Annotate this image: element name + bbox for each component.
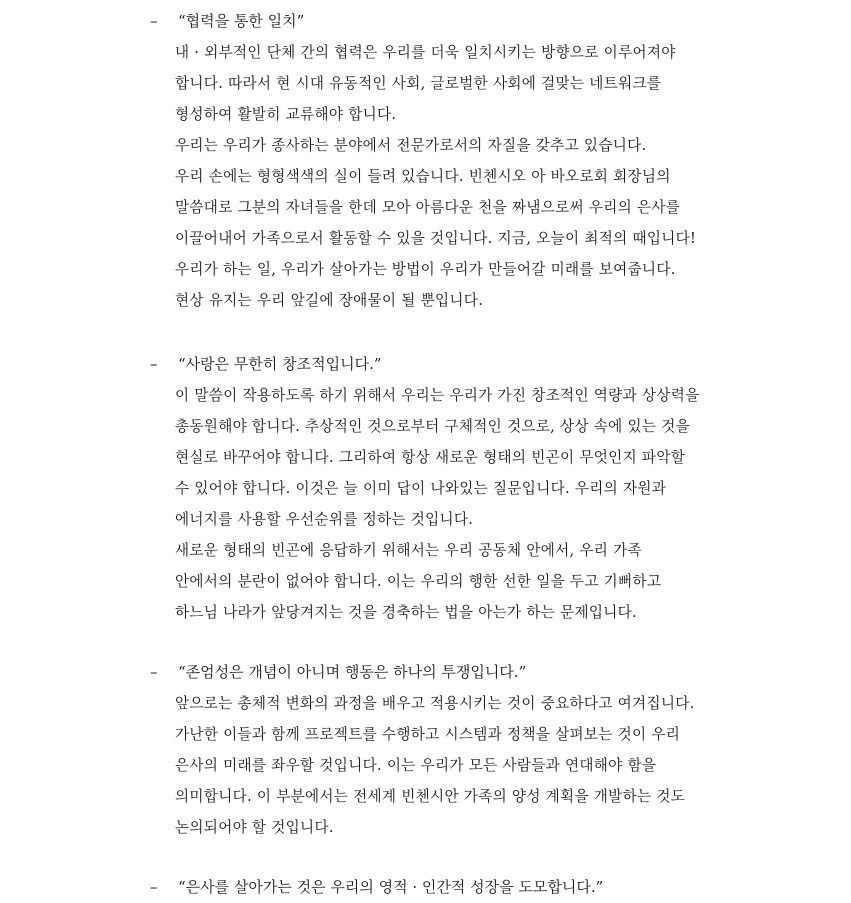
paragraph-line: 합니다. 따라서 현 시대 유동적인 사회, 글로벌한 사회에 걸맞는 네트워크를 [175, 75, 662, 92]
section-heading: “존엄성은 개념이 아니며 행동은 하나의 투쟁입니다.” [178, 663, 527, 681]
paragraph-line: 의미합니다. 이 부분에서는 전세계 빈첸시안 가족의 양성 계획을 개발하는 것도 [175, 788, 686, 805]
section-heading-row [0, 657, 851, 688]
paragraph-line: 수 있어야 합니다. 이것은 늘 이미 답이 나와있는 질문입니다. 우리의 자원과 [175, 480, 667, 497]
bullet-dash: – [150, 663, 158, 681]
paragraph-line: 현상 유지는 우리 앞길에 장애물이 될 뿐입니다. [175, 292, 484, 309]
paragraph-line: 논의되어야 할 것입니다. [175, 819, 334, 836]
bullet-dash: – [150, 12, 158, 30]
paragraph-line: 우리가 하는 일, 우리가 살아가는 방법이 우리가 만들어갈 미래를 보여줍니다. [175, 261, 676, 278]
section-cooperation [0, 6, 851, 316]
section-heading-row [0, 6, 851, 37]
section-love-creative [0, 349, 851, 628]
paragraph-line: 이 말씀이 작용하도록 하기 위해서 우리는 우리가 가진 창조적인 역량과 상상력을 [175, 387, 700, 404]
paragraph-line: 안에서의 분란이 없어야 합니다. 이는 우리의 행한 선한 일을 두고 기뻐하고 [175, 573, 662, 590]
paragraph-line: 은사의 미래를 좌우할 것입니다. 이는 우리가 모든 사람들과 연대해야 함을 [175, 757, 657, 774]
section-heading: “협력을 통한 일치” [178, 12, 305, 30]
paragraph-line: 하느님 나라가 앞당겨지는 것을 경축하는 법을 아는가 하는 문제입니다. [175, 604, 637, 621]
paragraph-line: 형성하여 활발히 교류해야 합니다. [175, 106, 397, 123]
section-charism [0, 872, 851, 903]
paragraph-line: 말씀대로 그분의 자녀들을 한데 모아 아름다운 천을 짜냄으로써 우리의 은사를 [175, 199, 681, 216]
paragraph-line: 총동원해야 합니다. 추상적인 것으로부터 구체적인 것으로, 상상 속에 있는 것을 [175, 418, 691, 435]
paragraph-line: 현실로 바꾸어야 합니다. 그리하여 항상 새로운 형태의 빈곤이 무엇인지 파악할 [175, 449, 686, 466]
paragraph-line: 이끌어내어 가족으로서 활동할 수 있을 것입니다. 지금, 오늘이 최적의 때입니다! [175, 230, 697, 247]
section-heading-row [0, 872, 851, 903]
section-heading: “사랑은 무한히 창조적입니다.” [178, 355, 382, 373]
paragraph-line: 우리 손에는 형형색색의 실이 들려 있습니다. 빈첸시오 아 바오로회 회장님의 [175, 168, 671, 185]
paragraph-line: 내 · 외부적인 단체 간의 협력은 우리를 더욱 일치시키는 방향으로 이루어져야 [175, 44, 676, 61]
paragraph-line: 가난한 이들과 함께 프로젝트를 수행하고 시스템과 정책을 살펴보는 것이 우리 [175, 726, 681, 743]
paragraph-line: 에너지를 사용할 우선순위를 정하는 것입니다. [175, 511, 474, 528]
bullet-dash: – [150, 355, 158, 373]
paragraph-line: 앞으로는 총체적 변화의 과정을 배우고 적용시키는 것이 중요하다고 여겨집니다. [175, 695, 695, 712]
section-dignity [0, 657, 851, 843]
section-heading: “은사를 살아가는 것은 우리의 영적 · 인간적 성장을 도모합니다.” [178, 878, 604, 896]
paragraph-line: 우리는 우리가 종사하는 분야에서 전문가로서의 자질을 갖추고 있습니다. [175, 137, 647, 154]
paragraph-line: 새로운 형태의 빈곤에 응답하기 위해서는 우리 공동체 안에서, 우리 가족 [175, 542, 642, 559]
section-heading-row [0, 349, 851, 380]
bullet-dash: – [150, 878, 158, 896]
